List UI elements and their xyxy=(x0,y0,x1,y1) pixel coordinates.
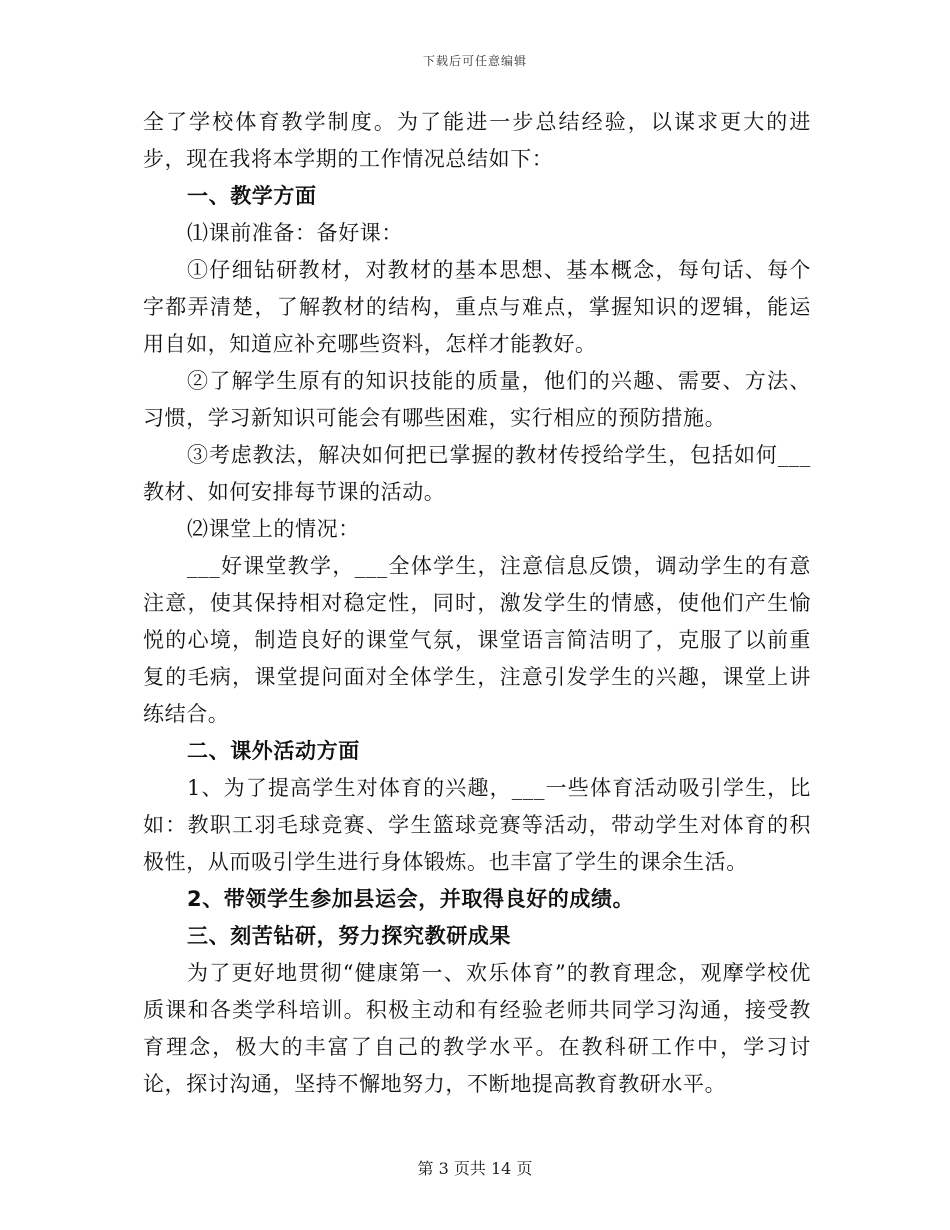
paragraph-research: 为了更好地贯彻“健康第一、欢乐体育”的教育理念，观摩学校优质课和各类学科培训。积极主动和有经验老师共同学习沟通，接受教育理念，极大的丰富了自己的教学水平。在教科研工作中，学习讨论，探讨沟通，坚持不懈地努力，不断地提高教育教研水平。 xyxy=(143,961,811,1096)
subheading-lesson-prep: ⑴课前准备：备好课： xyxy=(187,221,403,245)
document-body xyxy=(143,104,811,1103)
subheading-classroom: ⑵课堂上的情况： xyxy=(187,517,360,541)
section-heading-extracurricular: 二、课外活动方面 xyxy=(187,739,360,763)
paragraph-sports-activities: 1、为了提高学生对体育的兴趣，___一些体育活动吸引学生，比如：教职工羽毛球竞赛、学生篮球竞赛等活动，带动学生对体育的积极性，从而吸引学生进行身体锻炼。也丰富了学生的课余生活。 xyxy=(143,776,811,874)
section-heading-teaching: 一、教学方面 xyxy=(187,184,317,208)
paragraph-intro: 全了学校体育教学制度。为了能进一步总结经验，以谋求更大的进步，现在我将本学期的工作情况总结如下： xyxy=(143,110,811,171)
paragraph-understand-students: ②了解学生原有的知识技能的质量，他们的兴趣、需要、方法、习惯，学习新知识可能会有哪些困难，实行相应的预防措施。 xyxy=(143,369,811,430)
paragraph-study-materials: ①仔细钻研教材，对教材的基本思想、基本概念，每句话、每个字都弄清楚，了解教材的结构，重点与难点，掌握知识的逻辑，能运用自如，知道应补充哪些资料，怎样才能教好。 xyxy=(143,258,811,356)
paragraph-county-games: 2、带领学生参加县运会，并取得良好的成绩。 xyxy=(187,887,635,911)
page-footer: 第 3 页共 14 页 xyxy=(417,1159,533,1178)
page-header: 下载后可任意编辑 xyxy=(422,54,527,68)
paragraph-teaching-methods: ③考虑教法，解决如何把已掌握的教材传授给学生，包括如何___教材、如何安排每节课的活动。 xyxy=(143,443,811,504)
section-heading-research: 三、刻苦钻研，努力探究教研成果 xyxy=(187,924,511,948)
paragraph-classroom-teaching: ___好课堂教学，___全体学生，注意信息反馈，调动学生的有意注意，使其保持相对稳定性，同时，激发学生的情感，使他们产生愉悦的心境，制造良好的课堂气氛，课堂语言简洁明了，克服了以前重复的毛病，课堂提问面对全体学生，注意引发学生的兴趣，课堂上讲练结合。 xyxy=(143,554,811,726)
